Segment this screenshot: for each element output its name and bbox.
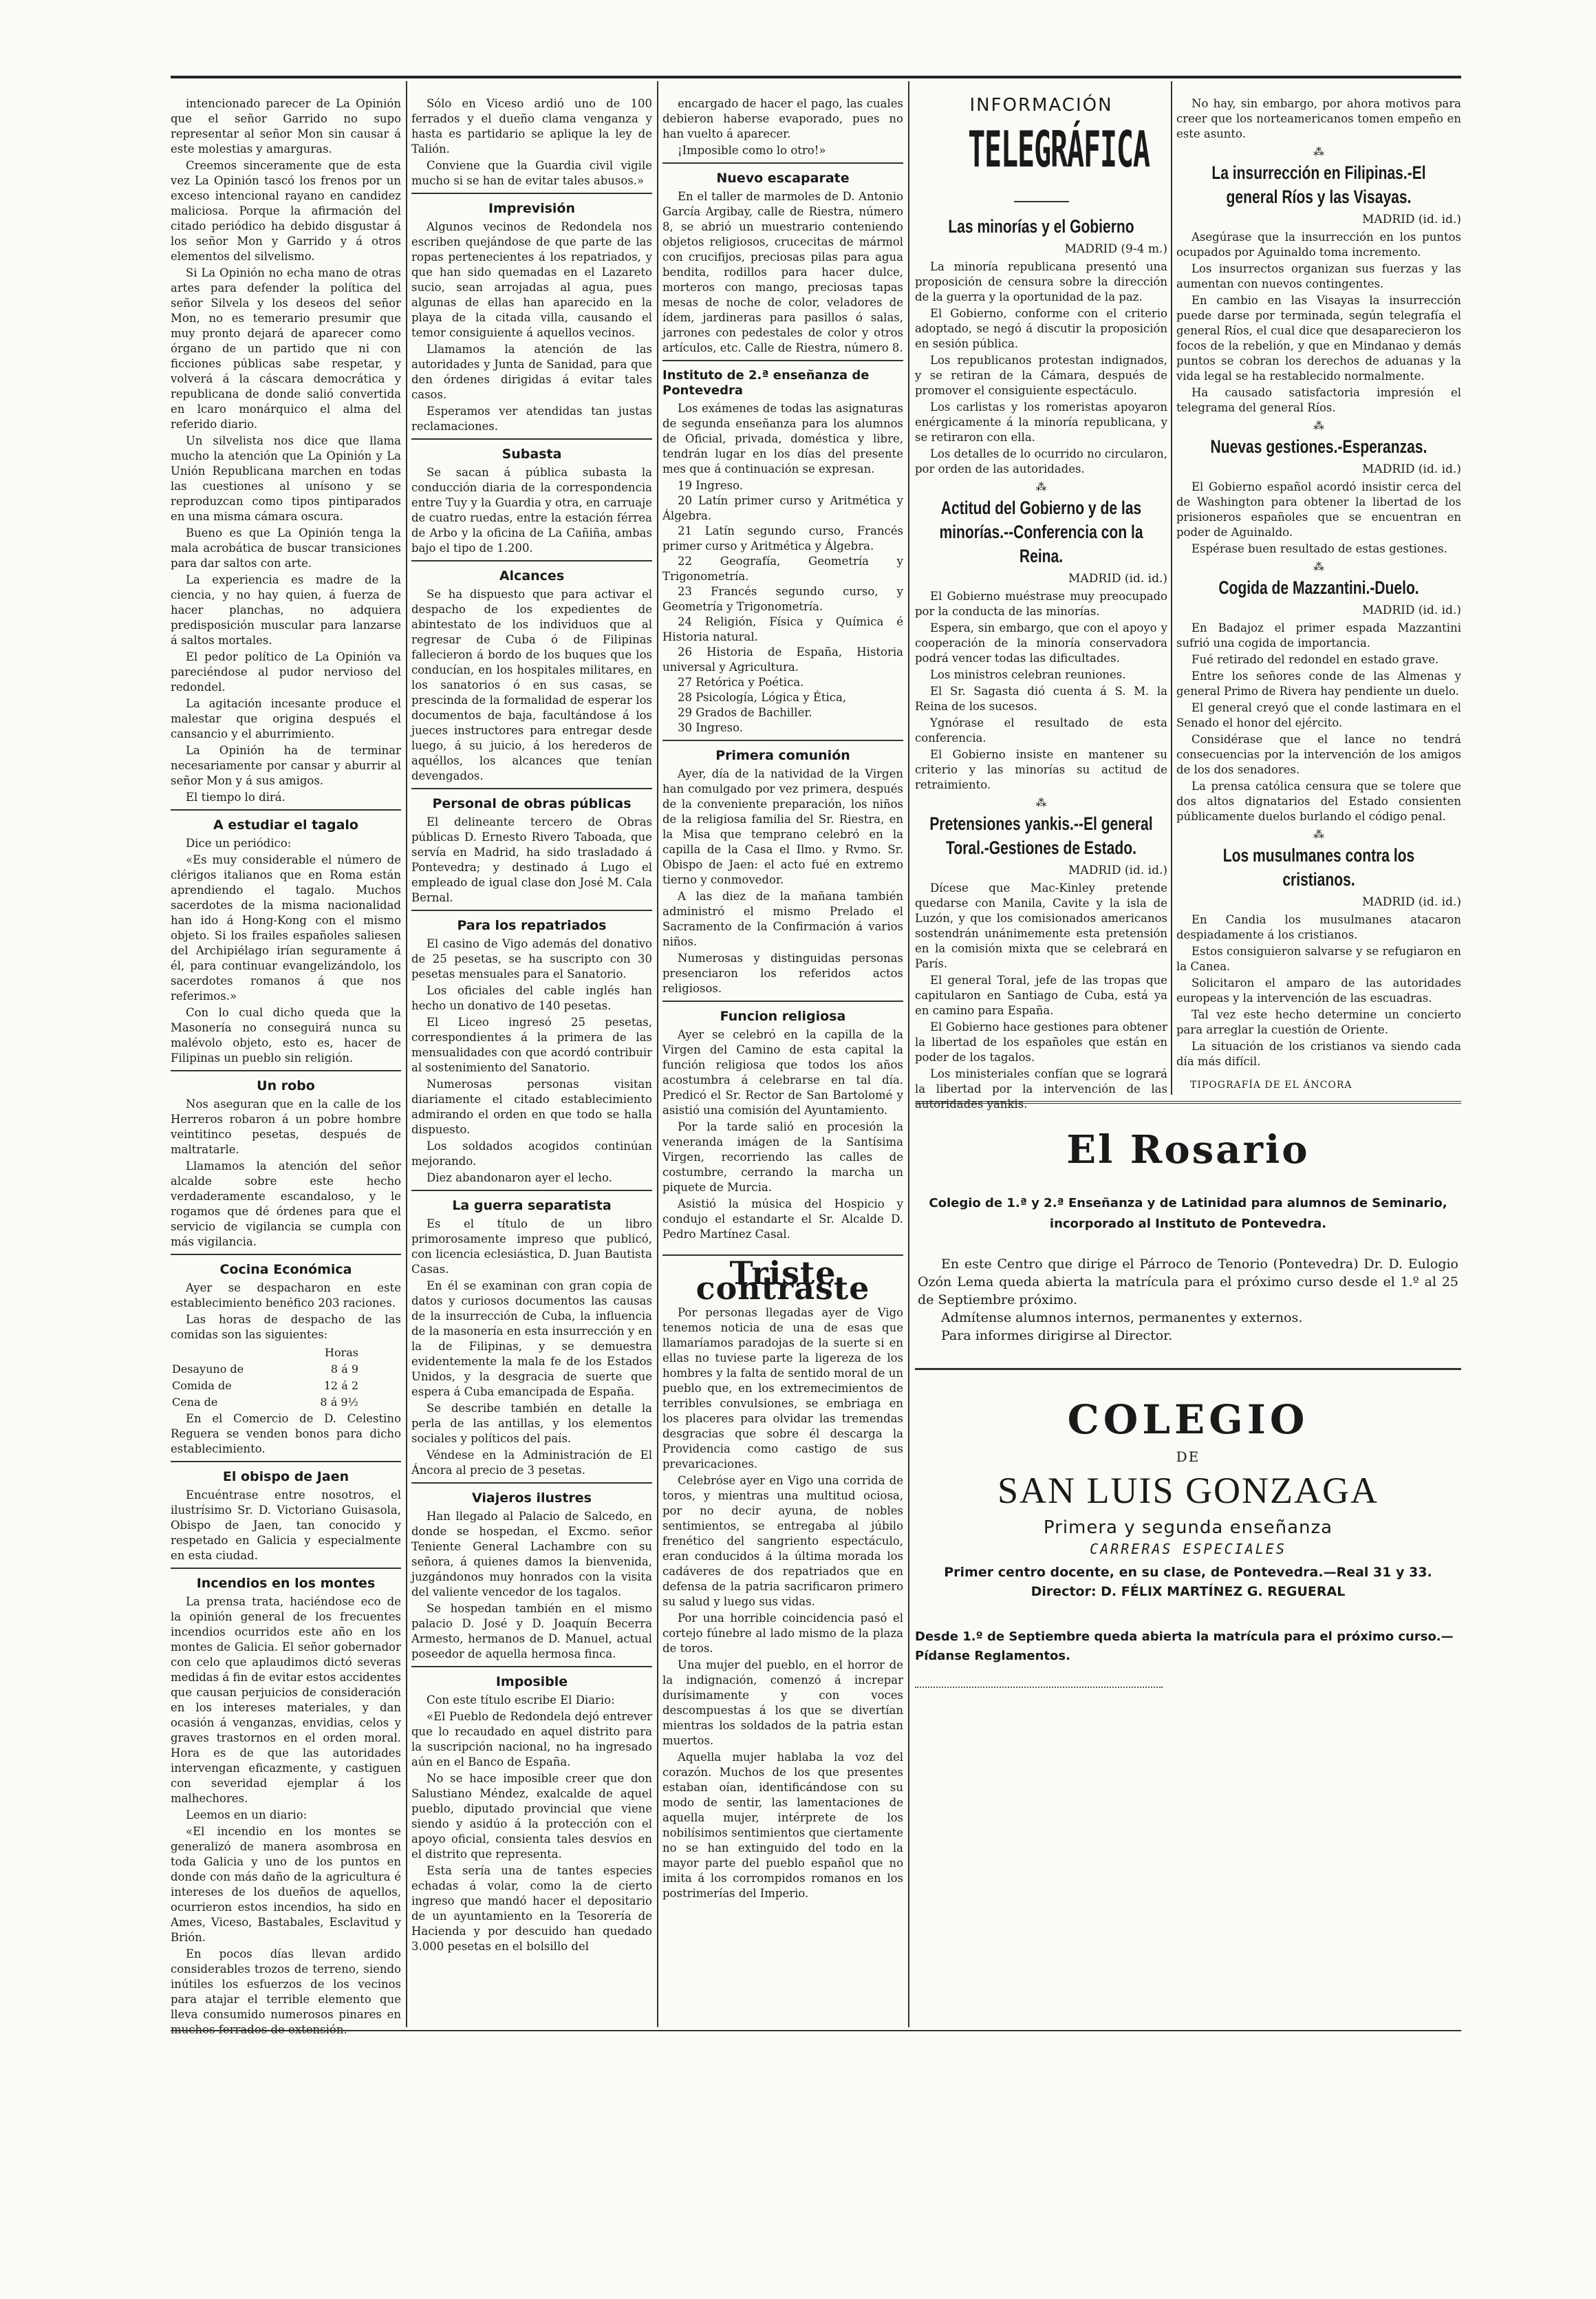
paragraph: Numerosas y distinguidas personas presenciaron los referidos actos religiosos. (662, 952, 903, 995)
paragraph: El Gobierno español acordó insistir cerca del de Washington para obtener la libertad de los prisioneros españoles que se encuentran en poder de Aguinaldo. (1176, 480, 1461, 539)
paragraph: El delineante tercero de Obras públicas D. Ernesto Rivero Taboada, que servía en Madrid, ha sido trasladado á Pontevedra; y destinado á Lugo el empleado de igual clase don José M. Cala Bernal. (411, 815, 652, 904)
section-divider (662, 740, 903, 741)
paragraph: El pedor político de La Opinión va pareciéndose al pudor nervioso del redondel. (171, 650, 401, 694)
paragraph: Creemos sinceramente que de esta vez La Opinión tascó los frenos por un exceso intencional rayano en candidez maliciosa. Porque la afirmación del citado periódico ha debido disgustar á los señor Mon y Garrido y á otros elementos del silvelismo. (171, 159, 401, 263)
section-divider (411, 788, 652, 789)
ad-divider (915, 1101, 1461, 1104)
section-title-robo: Un robo (257, 1078, 315, 1093)
paragraph: Si La Opinión no echa mano de otras artes para defender la política del señor Silvela y los deseos del señor Mon, no es temerario presumir que muy pronto dejará de aparecer como órgano de un partido que ni con ficciones públicas sabe respetar, y volverá á la cáscara democrática y republicana de donde salió convertida en lcaro monárquico el alma del referido diario. (171, 266, 401, 431)
section-title-actitud: Actitud del Gobierno y de las minorías.--Conferencia con la Reina. (939, 498, 1143, 566)
paragraph: «El Pueblo de Redondela dejó entrever que lo recaudado en aquel distrito para la suscripción nacional, no ha ingresado aún en el Banco de España. (411, 1710, 652, 1768)
paragraph: Los oficiales del cable inglés han hecho un donativo de 140 pesetas. (411, 984, 652, 1012)
asterism-icon: ⁂ (1313, 828, 1324, 841)
paragraph: Esperamos ver atendidas tan justas reclamaciones. (411, 405, 652, 433)
bottom-rule (171, 2030, 1461, 2031)
paragraph: Llamamos la atención del señor alcalde sobre este hecho verdaderamente escandaloso, y le rogamos que dé órdenes para que el servicio de vigilancia se cumpla con más vigilancia. (171, 1159, 401, 1248)
paragraph: El Gobierno muéstrase muy preocupado por la conducta de las minorías. (915, 590, 1167, 618)
dateline: MADRID (9-4 m.) (1064, 242, 1167, 256)
paragraph: Véndese en la Administración de El Áncora al precio de 3 pesetas. (411, 1448, 652, 1477)
paragraph: Numerosas personas visitan diariamente el citado establecimiento admirando el orden en que todo se halla dispuesto. (411, 1078, 652, 1136)
paragraph: Es el título de un libro primorosamente impreso que publicó, con licencia eclesiástica, D. Juan Bautista Casas. (411, 1217, 652, 1276)
section-title-repatriados: Para los repatriados (457, 918, 607, 933)
paragraph: Los ministros celebran reuniones. (930, 668, 1126, 681)
paragraph: Aquella mujer hablaba la voz del corazón. Muchos de los que presentes estaban oían, identificándose con su modo de sentir, las lamentaciones de aquella mujer, intérprete de los nobilísimos sentimientos que ciertamente no se han extinguido del todo en la mayor parte del pueblo español que no imita á los corrompidos romanos en los postrimerías del Imperio. (662, 1751, 903, 1900)
paragraph: Los detalles de lo ocurrido no circularon, por orden de las autoridades. (915, 447, 1167, 475)
paragraph: En el Comercio de D. Celestino Reguera se venden bonos para dicho establecimiento. (171, 1412, 401, 1455)
section-divider (662, 360, 903, 361)
paragraph: ¡Imposible como lo otro!» (678, 144, 826, 157)
column-2 (411, 96, 652, 2027)
section-title-gestiones: Nuevas gestiones.-Esperanzas. (1210, 436, 1427, 457)
section-title-pretensiones: Pretensiones yankis.--El general Toral.-Gestiones de Estado. (929, 813, 1153, 858)
paragraph: Fué retirado del redondel en estado grave. (1191, 653, 1439, 666)
ad-de: DE (1176, 1448, 1200, 1465)
paragraph: Algunos vecinos de Redondela nos escriben quejándose de que parte de las ropas pertenecientes á los repatriados, y que han sido quemadas en el Lazareto sucio, sean arrojadas al agua, pues algunas de ellas han aparecido en la playa de la citada villa, causando el temor consiguiente á aquellos vecinos. (411, 220, 652, 339)
paragraph: Las horas de despacho de las comidas son las siguientes: (171, 1313, 401, 1341)
paragraph: El general creyó que el conde lastimara en el Senado el honor del ejército. (1176, 701, 1461, 729)
dateline: MADRID (id. id.) (1362, 213, 1461, 226)
section-title-imprevision: Imprevisión (488, 201, 576, 216)
paragraph: encargado de hacer el pago, las cuales debieron haberse evaporado, pues no han vuelto á aparecer. (662, 97, 903, 140)
paragraph: Estos consiguieron salvarse y se refugiaron en la Canea. (1176, 945, 1461, 973)
paragraph: Tal vez este hecho determine un concierto para arreglar la cuestión de Oriente. (1176, 1008, 1461, 1036)
paragraph: Encuéntrase entre nosotros, el ilustrísimo Sr. D. Victoriano Guisasola, Obispo de Jaen, tan conocido y respetado en Galicia y especialmente en esta ciudad. (171, 1488, 401, 1562)
list-item: 24 Religión, Física y Química é Historia natural. (662, 615, 903, 643)
column-divider (657, 81, 658, 2027)
section-title-personal: Personal de obras públicas (432, 796, 632, 811)
asterism-icon: ⁂ (1313, 145, 1324, 158)
paragraph: intencionado parecer de La Opinión que el señor Garrido no supo representar al señor Mon sin causar á este molestias y amarguras. (171, 97, 401, 156)
paragraph: Ayer se celebró en la capilla de la Virgen del Camino de esta capital la función religiosa que todos los años acostumbra á celebrarse en tal día. Predicó el Sr. Rector de San Bartolomé y asistió una comisión del Ayuntamiento. (662, 1028, 903, 1117)
section-title-incendios: Incendios en los montes (196, 1576, 376, 1591)
section-title-tagalo: A estudiar el tagalo (213, 817, 358, 833)
paragraph: La prensa trata, haciéndose eco de la opinión general de los frecuentes incendios ocurridos este año en los montes de Galicia. El señor gobernador con celo que aplaudimos dictó severas medidas á fin de evitar estos accidentes que causan perjuicios de consideración en los intereses materiales, y dan ocasión á venganzas, envidias, celos y graves trastornos en el orden moral. Hora es de que las autoridades intervengan eficazmente, y castiguen con severidad ejemplar á los malhechores. (171, 1595, 401, 1805)
paragraph: La experiencia es madre de la ciencia, y no hay quien, á fuerza de hacer planchas, no adquiera predisposición muscular para lanzarse á saltos mortales. (171, 573, 401, 647)
ad-title-el-rosario: El Rosario (1066, 1127, 1310, 1173)
section-title-funcion: Funcion religiosa (720, 1009, 846, 1024)
section-title-alcances: Alcances (499, 568, 565, 584)
column-3 (662, 96, 903, 2027)
asterism-icon: ⁂ (1313, 560, 1324, 573)
column-divider (1171, 81, 1172, 1095)
top-rule (171, 76, 1461, 78)
section-divider (411, 1666, 652, 1667)
ad-body (918, 1255, 1458, 1345)
paragraph: No hay, sin embargo, por ahora motivos para creer que los norteamericanos tomen empeño en este asunto. (1176, 97, 1461, 140)
list-item: 29 Grados de Bachiller. (678, 706, 812, 719)
advertisements (915, 1101, 1461, 1688)
list-item: 30 Ingreso. (678, 721, 743, 734)
paragraph: Los soldados acogidos continúan mejorando. (411, 1140, 652, 1168)
paragraph: Entre los señores conde de las Almenas y general Primo de Rivera hay pendiente un duelo. (1176, 670, 1461, 698)
paragraph: La Opinión ha de terminar necesariamente por cansar y aburrir al señor Mon y á sus amigos. (171, 744, 401, 787)
list-item: 22 Geografía, Geometría y Trigonometría. (662, 555, 903, 583)
paragraph: El Sr. Sagasta dió cuenta á S. M. la Reina de los sucesos. (915, 685, 1167, 713)
paragraph: En Candia los musulmanes atacaron despiadamente á los cristianos. (1176, 913, 1461, 941)
ad-footer-note: Desde 1.º de Septiembre queda abierta la matrícula para el próximo curso.—Pídanse Reglamentos. (915, 1629, 1454, 1663)
paragraph: Bueno es que La Opinión tenga la mala acrobática de buscar transiciones para dar saltos con arte. (171, 526, 401, 570)
dateline: MADRID (id. id.) (1362, 603, 1461, 617)
column-5 (1176, 96, 1461, 1091)
ad-address-line: Primer centro docente, en su clase, de Pontevedra.—Real 31 y 33. (944, 1565, 1432, 1580)
paragraph: El general Toral, jefe de las tropas que capitularon en Santiago de Cuba, está ya en camino para España. (915, 974, 1167, 1017)
paragraph: «El incendio en los montes se generalizó de manera asombrosa en toda Galicia y uno de los puntos en donde con más daño de la agricultura é intereses de los dueños de aquellos, ocurrieron estos incendios, ha sido en Ames, Viceso, Bastabales, Esclavitud y Brión. (171, 1825, 401, 1944)
paragraph: Sólo en Viceso ardió uno de 100 ferrados y el dueño clama venganza y hasta es partidario se aplique la ley de Talión. (411, 97, 652, 156)
section-title-viajeros: Viajeros ilustres (472, 1490, 592, 1506)
paragraph: Considérase que el lance no tendrá consecuencias por la intervención de los amigos de los dos senadores. (1176, 733, 1461, 776)
section-divider (171, 1461, 401, 1462)
section-divider (411, 193, 652, 194)
list-item: 23 Francés segundo curso, y Geometría y Trigonometría. (662, 585, 903, 613)
paragraph: Nos aseguran que en la calle de los Herreros robaron á un pobre hombre veintitinco pesetas, después de maltratarle. (171, 1098, 401, 1156)
column-divider (908, 81, 909, 2027)
paragraph: Ayer, día de la natividad de la Virgen han comulgado por vez primera, después de la conveniente preparación, los niños de la religiosa familia del Sr. Riestra, en la Misa que temprano celebró en la capilla de la Casa el Ilmo. y Rvmo. Sr. Obispo de Jaen: el acto fué en extremo tierno y conmovedor. (662, 767, 903, 886)
paragraph: En pocos días llevan ardido considerables trozos de terreno, siendo inútiles los esfuerzos de los vecinos para atajar el terrible elemento que lleva consumido numerosos pinares en (171, 1947, 401, 2021)
list-item: 19 Ingreso. (678, 479, 743, 492)
section-title-cogida: Cogida de Mazzantini.-Duelo. (1218, 577, 1419, 598)
paragraph: La minoría republicana presentó una proposición de censura sobre la dirección de la guerra y la oportunidad de la paz. (915, 260, 1167, 303)
end-divider (915, 1687, 1163, 1688)
ad-education-levels: Primera y segunda enseñanza (1043, 1517, 1333, 1538)
paragraph: La prensa católica censura que se tolere que dos altos dignatarios del Estado consienten públicamente duelos burlando el código penal. (1176, 780, 1461, 823)
section-divider (411, 910, 652, 911)
paragraph: No se hace imposible creer que don Salustiano Méndez, exalcalde de aquel pueblo, diputado provincial que viene siendo y asidúo á la protección con el apoyo oficial, consienta tales desvíos en el distrito que representa. (411, 1772, 652, 1861)
paragraph: Ha causado satisfactoria impresión el telegrama del general Ríos. (1176, 386, 1461, 414)
section-divider (662, 1001, 903, 1002)
section-divider (662, 162, 903, 164)
ad-special-careers: CARRERAS ESPECIALES (1090, 1541, 1286, 1557)
paragraph: Con lo cual dicho queda que la Masonería no conseguirá nunca su malévolo objeto, esto es, hacer de Filipinas un pueblo sin religión. (171, 1006, 401, 1065)
asterism-icon: ⁂ (1035, 480, 1047, 493)
paragraph: Admítense alumnos internos, permanentes y externos. (941, 1310, 1303, 1325)
meal-schedule (171, 1344, 401, 1411)
section-divider (171, 1070, 401, 1071)
list-item: 20 Latín primer curso y Aritmética y Álgebra. (662, 494, 903, 522)
list-item: 21 Latín segundo curso, Francés primer curso y Aritmética y Álgebra. (662, 524, 903, 553)
paragraph: En cambio en las Visayas la insurrección puede darse por terminada, según telegrafía el general Ríos, el cual dice que desaparecieron los focos de la rebelión, y que en Mindanao y demás puntos se cobran los derechos de aduanas y la vida legal se ha restablecido normalmente. (1176, 294, 1461, 383)
paragraph: Espérase buen resultado de estas gestiones. (1191, 542, 1447, 555)
table-row: Desayuno de 8 á 9 (172, 1362, 358, 1376)
paragraph: Los exámenes de todas las asignaturas de segunda enseñanza para los alumnos de Oficial, privada, doméstica y libre, tendrán lugar en los días del presente mes que á continuación se expresan. (662, 402, 903, 475)
dateline: MADRID (id. id.) (1068, 572, 1167, 586)
paragraph: Solicitaron el amparo de las autoridades europeas y la intervención de las escuadras. (1176, 976, 1461, 1005)
paragraph: Con este título escribe El Diario: (427, 1693, 615, 1707)
table-row: Cena de 8 á 9½ (172, 1396, 358, 1409)
dateline: MADRID (id. id.) (1068, 864, 1167, 877)
paragraph: Se sacan á pública subasta la conducción diaria de la correspondencia entre Tuy y la Guardia y otra, en carruaje de cuatro ruedas, entre la estación férrea de Arbo y la oficina de La Cañiña, ambas bajo el tipo de 1.200. (411, 466, 652, 555)
paragraph: Han llegado al Palacio de Salcedo, en donde se hospedan, el Excmo. señor Teniente General Lachambre con su señora, á quienes damos la bienvenida, juzgándonos muy honrados con la visita del valiente vencedor de los tagalos. (411, 1510, 652, 1598)
ad-director-line: Director: D. FÉLIX MARTÍNEZ G. REGUERAL (1031, 1584, 1346, 1599)
dateline: MADRID (id. id.) (1362, 462, 1461, 476)
column-1 (171, 96, 401, 2027)
paragraph: En él se examinan con gran copia de datos y curiosos documentos las causas de la insurrección de Cuba, la influencia de la masonería en esta insurrección y en la de Filipinas, y se demuestra evidentemente la mala fe de los Estados Unidos, y la desgracia de suerte que espera á Cuba emancipada de España. (411, 1279, 652, 1398)
paragraph: Conviene que la Guardia civil vigile mucho si se han de evitar tales abusos.» (411, 159, 652, 187)
paragraph: Un silvelista nos dice que llama mucho la atención que La Opinión y La Unión Republicana marchen en todas las cuestiones al unísono y se reproduzcan como tipos pintiparados en una misma cámara oscura. (171, 434, 401, 523)
paragraph: Se ha dispuesto que para activar el despacho de los expedientes de abintestato de los individuos que al regresar de Cuba ó de Filipinas fallecieron á bordo de los buques que los conducían, en los hospitales militares, en los sanatorios ó en sus casas, se prescinda de la formalidad de esperar los documentos de baja, facultándose á los jueces instructores para entregar desde luego, á su juicio, á los herederos de aquéllos, los alcances que tenían devengados. (411, 588, 652, 782)
section-divider (411, 1482, 652, 1484)
paragraph: La situación de los cristianos va siendo cada día más difícil. (1176, 1040, 1461, 1068)
paragraph: Esta sería una de tantes especies echadas á volar, como la de cierto ingreso que mandó hacer el depositario de un ayuntamiento en la Tesorería de Hacienda y por descuido han quedado 3.000 pesetas en el bolsillo del (411, 1864, 652, 1953)
paragraph: La agitación incesante produce el malestar que origina después el cansancio y el aburrimiento. (171, 697, 401, 740)
paragraph: Por una horrible coincidencia pasó el cortejo fúnebre al lado mismo de la plaza de toros. (662, 1612, 903, 1655)
paragraph: Por personas llegadas ayer de Vigo tenemos noticia de una de esas que llamaríamos paradojas de la suerte si en ellas no tuviese parte la ligereza de los hombres y la falta de sentido moral de un pueblo que, en los extremecimientos de terribles convulsiones, se embriaga en los placeres para olvidar las tremendas desgracias que sobre él descarga la Providencia como castigo de sus prevaricaciones. (662, 1306, 903, 1471)
paragraph: Para informes dirigirse al Director. (941, 1328, 1173, 1343)
section-title-insurreccion: La insurrección en Filipinas.-El general Ríos y las Visayas. (1211, 162, 1426, 207)
paragraph: Los carlistas y los romeristas apoyaron enérgicamente á la minoría republicana, y se retiraron con ella. (915, 400, 1167, 444)
paragraph: Los ministeriales confían que se logrará la libertad por la intervención de las autoridades yankis. (915, 1067, 1167, 1111)
paragraph: Los insurrectos organizan sus fuerzas y las aumentan con nuevos contingentes. (1176, 262, 1461, 290)
paragraph: En el taller de marmoles de D. Antonio García Argibay, calle de Riestra, número 8, se abrió un muestrario conteniendo objetos religiosos, crucecitas de mármol con crucifijos, preciosas pilas para agua bendita, rodillos para hacer dulce, morteros con mango, preciosas tapas mesas de noche de color, veladores de ídem, jardineras para pasillos ó salas, jarrones con pedestales de color y otros artículos, etc. Calle de Riestra, número 8. (662, 190, 903, 354)
list-item: 26 Historia de España, Historia universal y Agricultura. (662, 645, 903, 674)
paragraph: Ayer se despacharon en este establecimiento benéfico 203 raciones. (171, 1281, 401, 1309)
section-title-cocina: Cocina Económica (219, 1262, 352, 1277)
section-title-musulmanes: Los musulmanes contra los cristianos. (1222, 845, 1415, 890)
paragraph: Los republicanos protestan indignados, y se retiran de la Cámara, después de promover el consiguiente espectáculo. (915, 354, 1167, 397)
paragraph: Dícese que Mac-Kinley pretende quedarse con Manila, Cavite y la isla de Luzón, y que los comisionados americanos sostendrán unánimemente esta pretensión en la comisión mixta que se celebrará en París. (915, 881, 1167, 970)
ad-title-colegio: COLEGIO (1067, 1396, 1309, 1443)
list-item: 28 Psicología, Lógica y Ética, (678, 691, 847, 704)
paragraph: A las diez de la mañana también administró el mismo Prelado el Sacramento de la Confirmación á varios niños. (662, 890, 903, 948)
paragraph: Una mujer del pueblo, en el horror de la indignación, comenzó á increpar durísimamente y con voces descompuestas á los que se divertían mientras los soldados de la patria estan muertos. (662, 1658, 903, 1747)
section-title-comunion: Primera comunión (715, 748, 850, 763)
section-title-guerra: La guerra separatista (452, 1198, 612, 1213)
section-divider (411, 438, 652, 440)
hours-label: Horas (325, 1346, 358, 1359)
ad-divider (915, 1368, 1461, 1370)
paragraph: Diez abandonaron ayer el lecho. (427, 1171, 612, 1184)
paragraph: Asegúrase que la insurrección en los puntos ocupados por Aguinaldo toma incremento. (1176, 231, 1461, 259)
section-divider (411, 560, 652, 562)
section-divider (171, 1254, 401, 1255)
telegrafica-heading: TELEGRÁFICA (968, 120, 1150, 178)
paragraph: El casino de Vigo además del donativo de 25 pesetas, se ha suscripto con 30 pesetas mensuales para el Sanatorio. (411, 937, 652, 981)
printer-imprint: TIPOGRAFÍA DE EL ÁNCORA (1190, 1080, 1352, 1091)
paragraph: Dice un periódico: (186, 837, 292, 850)
ad-subtitle: Colegio de 1.ª y 2.ª Enseñanza y de Latinidad para alumnos de Seminario, incorporado al Instituto de Pontevedra. (929, 1196, 1447, 1231)
dateline: MADRID (id. id.) (1362, 895, 1461, 909)
paragraph: El Gobierno hace gestiones para obtener la libertad de los españoles que están en poder de los tagalos. (915, 1020, 1167, 1064)
asterism-icon: ⁂ (1035, 796, 1047, 809)
headline-triste-contraste: Triste contraste (662, 1254, 903, 1296)
paragraph: Llamamos la atención de las autoridades y Junta de Sanidad, para que den órdenes dirigidas á evitar tales casos. (411, 343, 652, 401)
paragraph: En este Centro que dirige el Párroco de Tenorio (Pontevedra) Dr. D. Eulogio Ozón Lema queda abierta la matrícula para el próximo curso desde el 1.º al 25 de Septiembre próximo. (918, 1257, 1458, 1307)
short-divider (1014, 201, 1069, 202)
information-heading: INFORMACIÓN (969, 95, 1113, 116)
paragraph: En Badajoz el primer espada Mazzantini sufrió una cogida de importancia. (1176, 621, 1461, 650)
section-title-instituto: Instituto de 2.ª enseñanza de Pontevedra (662, 368, 870, 398)
section-title-escaparate: Nuevo escaparate (716, 171, 850, 186)
section-title-imposible: Imposible (495, 1674, 568, 1689)
paragraph: Se describe también en detalle la perla de las antillas, y los elementos sociales y políticos del país. (411, 1402, 652, 1445)
paragraph: Por la tarde salió en procesión la veneranda imágen de la Santísima Virgen, recorriendo las calles de costumbre, cerrando la marcha un piquete de Murcia. (662, 1120, 903, 1194)
paragraph: El Gobierno, conforme con el criterio adoptado, se negó á discutir la proposición en sesión pública. (915, 307, 1167, 350)
ad-school-name: SAN LUIS GONZAGA (998, 1470, 1379, 1511)
asterism-icon: ⁂ (1313, 419, 1324, 432)
paragraph: El tiempo lo dirá. (186, 791, 285, 804)
column-4 (915, 95, 1167, 1111)
paragraph: Leemos en un diario: (186, 1808, 308, 1821)
section-divider (171, 809, 401, 811)
section-title-minorias: Las minorías y el Gobierno (948, 216, 1134, 237)
paragraph: «Es muy considerable el número de clérigos italianos que en Roma están aprendiendo el tagalo. Muchos sacerdotes de la misma nacionalidad han ido á Hong-Kong con el mismo objeto. Si los frailes españoles saliesen del Archipiélago irían seguramente á él, para continuar evangelizándolo, los sacerdotes romanos á que nos referimos.» (171, 853, 401, 1003)
paragraph: Se hospedan también en el mismo palacio D. José y D. Joaquín Becerra Armesto, hermanos de D. Manuel, actual poseedor de aquella hermosa finca. (411, 1602, 652, 1660)
section-title-obispo: El obispo de Jaen (222, 1469, 349, 1484)
table-row: Comida de 12 á 2 (172, 1379, 358, 1392)
paragraph: Asistió la música del Hospicio y condujo el estandarte el Sr. Alcalde D. Pedro Martínez Casal. (662, 1197, 903, 1241)
paragraph: Espera, sin embargo, que con el apoyo y cooperación de la minoría conservadora podrá vencer todas las dificultades. (915, 621, 1167, 665)
list-item: 27 Retórica y Poética. (678, 676, 804, 689)
section-divider (171, 1568, 401, 1569)
paragraph: Celebróse ayer en Vigo una corrida de toros, y mientras una multitud ociosa, por no decir ayuna, de nobles sentimientos, se entregaba al júbilo frenético del sangriento espectáculo, eran conducidos á la última morada los cadáveres de dos repatriados que en defensa de la patria sacrificaron primero su salud y luego sus vidas. (662, 1474, 903, 1608)
column-divider (406, 81, 407, 2027)
paragraph: Ygnórase el resultado de esta conferencia. (915, 716, 1167, 745)
paragraph: El Gobierno insiste en mantener su criterio y las minorías su actitud de retraimiento. (915, 748, 1167, 791)
paragraph: El Liceo ingresó 25 pesetas, correspondientes á la primera de las mensualidades con que acordó contribuir al sostenimiento del Sanatorio. (411, 1016, 652, 1074)
section-title-subasta: Subasta (502, 447, 562, 462)
section-divider (411, 1190, 652, 1191)
